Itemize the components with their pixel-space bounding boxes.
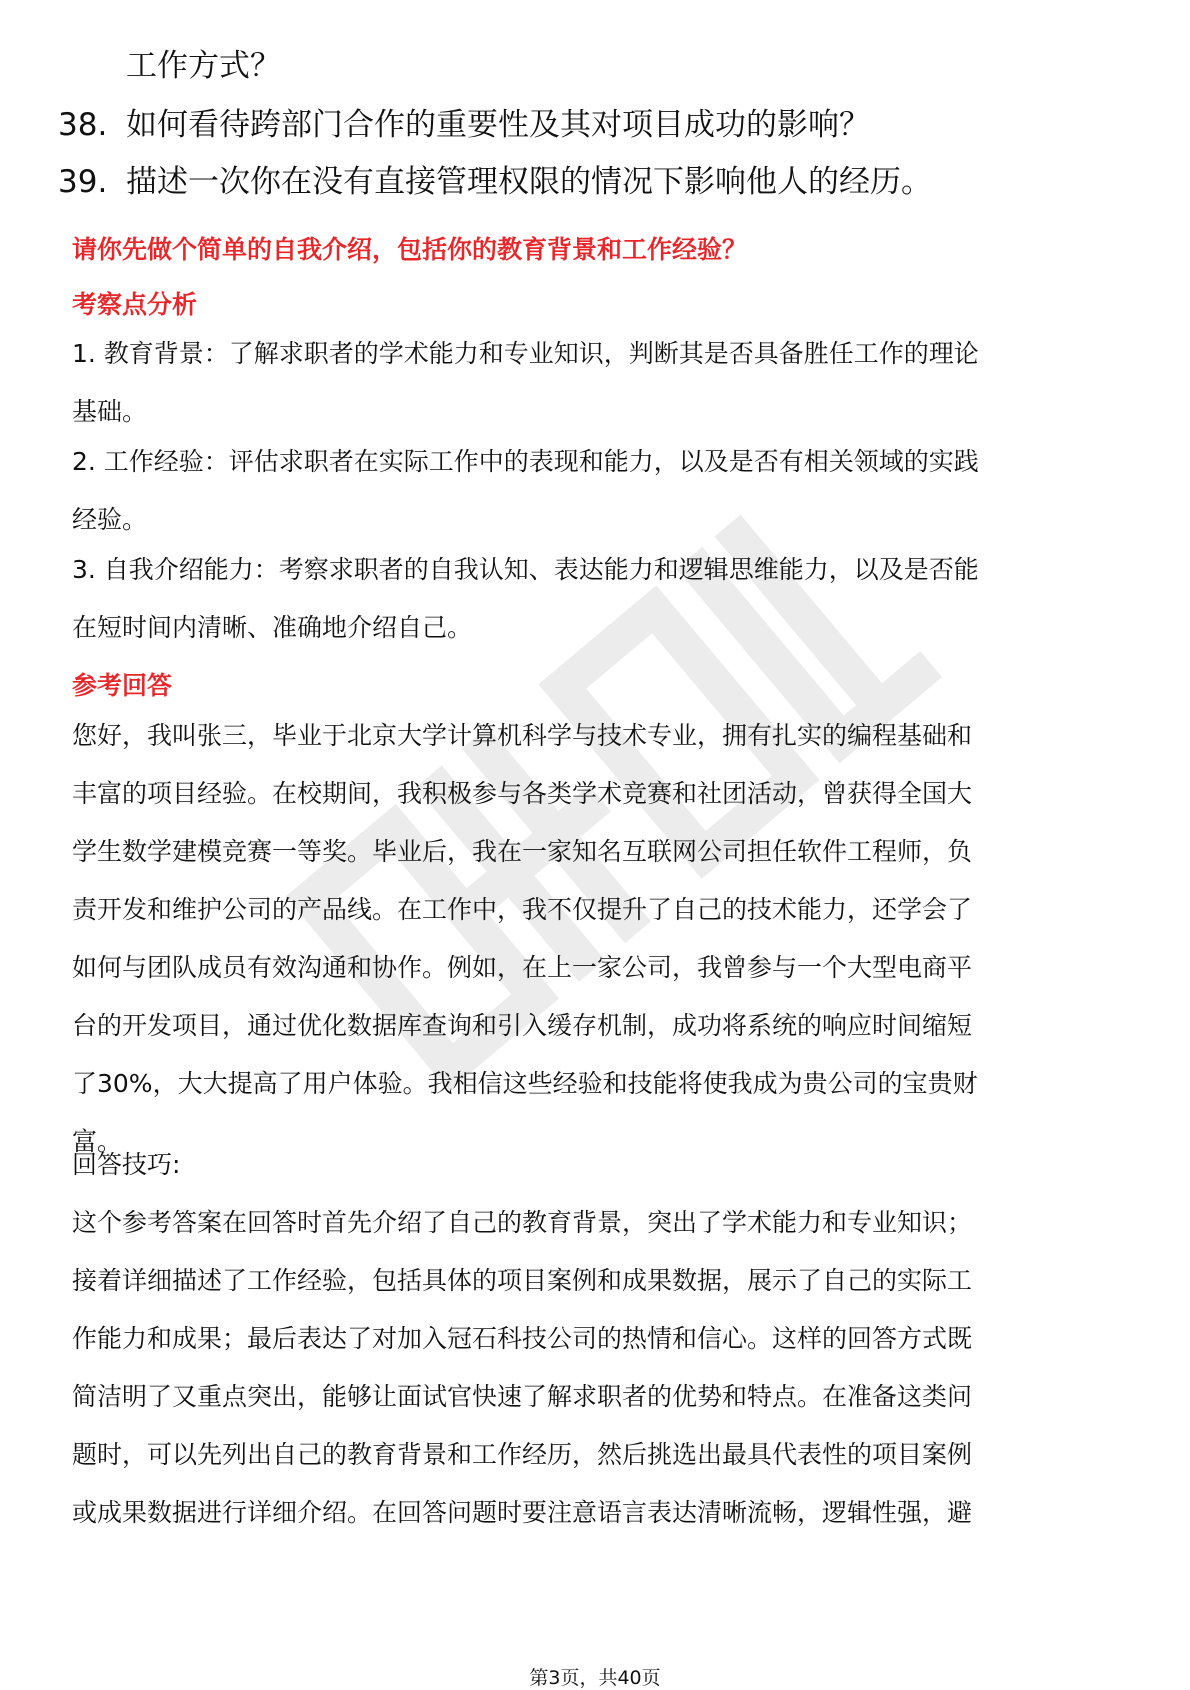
answer-heading: 参考回答 [72, 671, 173, 700]
answer-line: 责开发和维护公司的产品线。在工作中，我不仅提升了自己的技术能力，还学会了 [72, 895, 973, 924]
answer-line: 您好，我叫张三，毕业于北京大学计算机科学与技术专业，拥有扎实的编程基础和 [72, 721, 973, 750]
analysis-heading: 考察点分析 [72, 290, 198, 319]
analysis-point-2 [72, 433, 1122, 549]
analysis-line: 2. 工作经验：评估求职者在实际工作中的表现和能力，以及是否有相关领域的实践 [72, 447, 979, 476]
answer-line: 学生数学建模竞赛一等奖。毕业后，我在一家知名互联网公司担任软件工程师，负 [72, 837, 973, 866]
analysis-line: 基础。 [72, 397, 148, 426]
tips-heading: 回答技巧: [72, 1150, 181, 1179]
question-number: 39. [58, 164, 108, 200]
page-number-footer: 第3页，共40页 [529, 1667, 661, 1689]
question-text: 如何看待跨部门合作的重要性及其对项目成功的影响？ [126, 107, 870, 143]
question-number: 38. [58, 107, 108, 143]
question-item-39 [58, 162, 932, 202]
analysis-line: 1. 教育背景：了解求职者的学术能力和专业知识，判断其是否具备胜任工作的理论 [72, 339, 979, 368]
answer-line: 台的开发项目，通过优化数据库查询和引入缓存机制，成功将系统的响应时间缩短 [72, 1011, 973, 1040]
analysis-line: 经验。 [72, 505, 148, 534]
tips-line: 接着详细描述了工作经验，包括具体的项目案例和成果数据，展示了自己的实际工 [72, 1266, 973, 1295]
tips-paragraph [72, 1136, 1122, 1542]
analysis-line: 在短时间内清晰、准确地介绍自己。 [72, 613, 473, 642]
answer-line: 如何与团队成员有效沟通和协作。例如，在上一家公司，我曾参与一个大型电商平 [72, 953, 973, 982]
tips-line: 题时，可以先列出自己的教育背景和工作经历，然后挑选出最具代表性的项目案例 [72, 1440, 973, 1469]
tips-line: 简洁明了又重点突出，能够让面试官快速了解求职者的优势和特点。在准备这类问 [72, 1382, 973, 1411]
analysis-line: 3. 自我介绍能力：考察求职者的自我认知、表达能力和逻辑思维能力，以及是否能 [72, 555, 979, 584]
answer-paragraph [72, 707, 1122, 1171]
tips-line: 作能力和成果；最后表达了对加入冠石科技公司的热情和信心。这样的回答方式既 [72, 1324, 973, 1353]
answer-line: 丰富的项目经验。在校期间，我积极参与各类学术竞赛和社团活动，曾获得全国大 [72, 779, 973, 808]
question-continuation: 工作方式？ [126, 48, 281, 84]
section-question-heading: 请你先做个简单的自我介绍，包括你的教育背景和工作经验？ [72, 235, 748, 264]
question-text: 描述一次你在没有直接管理权限的情况下影响他人的经历。 [126, 164, 932, 200]
answer-line: 了30%，大大提高了用户体验。我相信这些经验和技能将使我成为贵公司的宝贵财 [72, 1069, 978, 1098]
analysis-point-1 [72, 325, 1122, 441]
analysis-point-3 [72, 541, 1122, 657]
tips-line: 或成果数据进行详细介绍。在回答问题时要注意语言表达清晰流畅，逻辑性强，避 [72, 1498, 973, 1527]
question-item-38 [58, 105, 870, 145]
answer-line: 富。 [72, 1127, 123, 1156]
tips-line: 这个参考答案在回答时首先介绍了自己的教育背景，突出了学术能力和专业知识； [72, 1208, 973, 1237]
